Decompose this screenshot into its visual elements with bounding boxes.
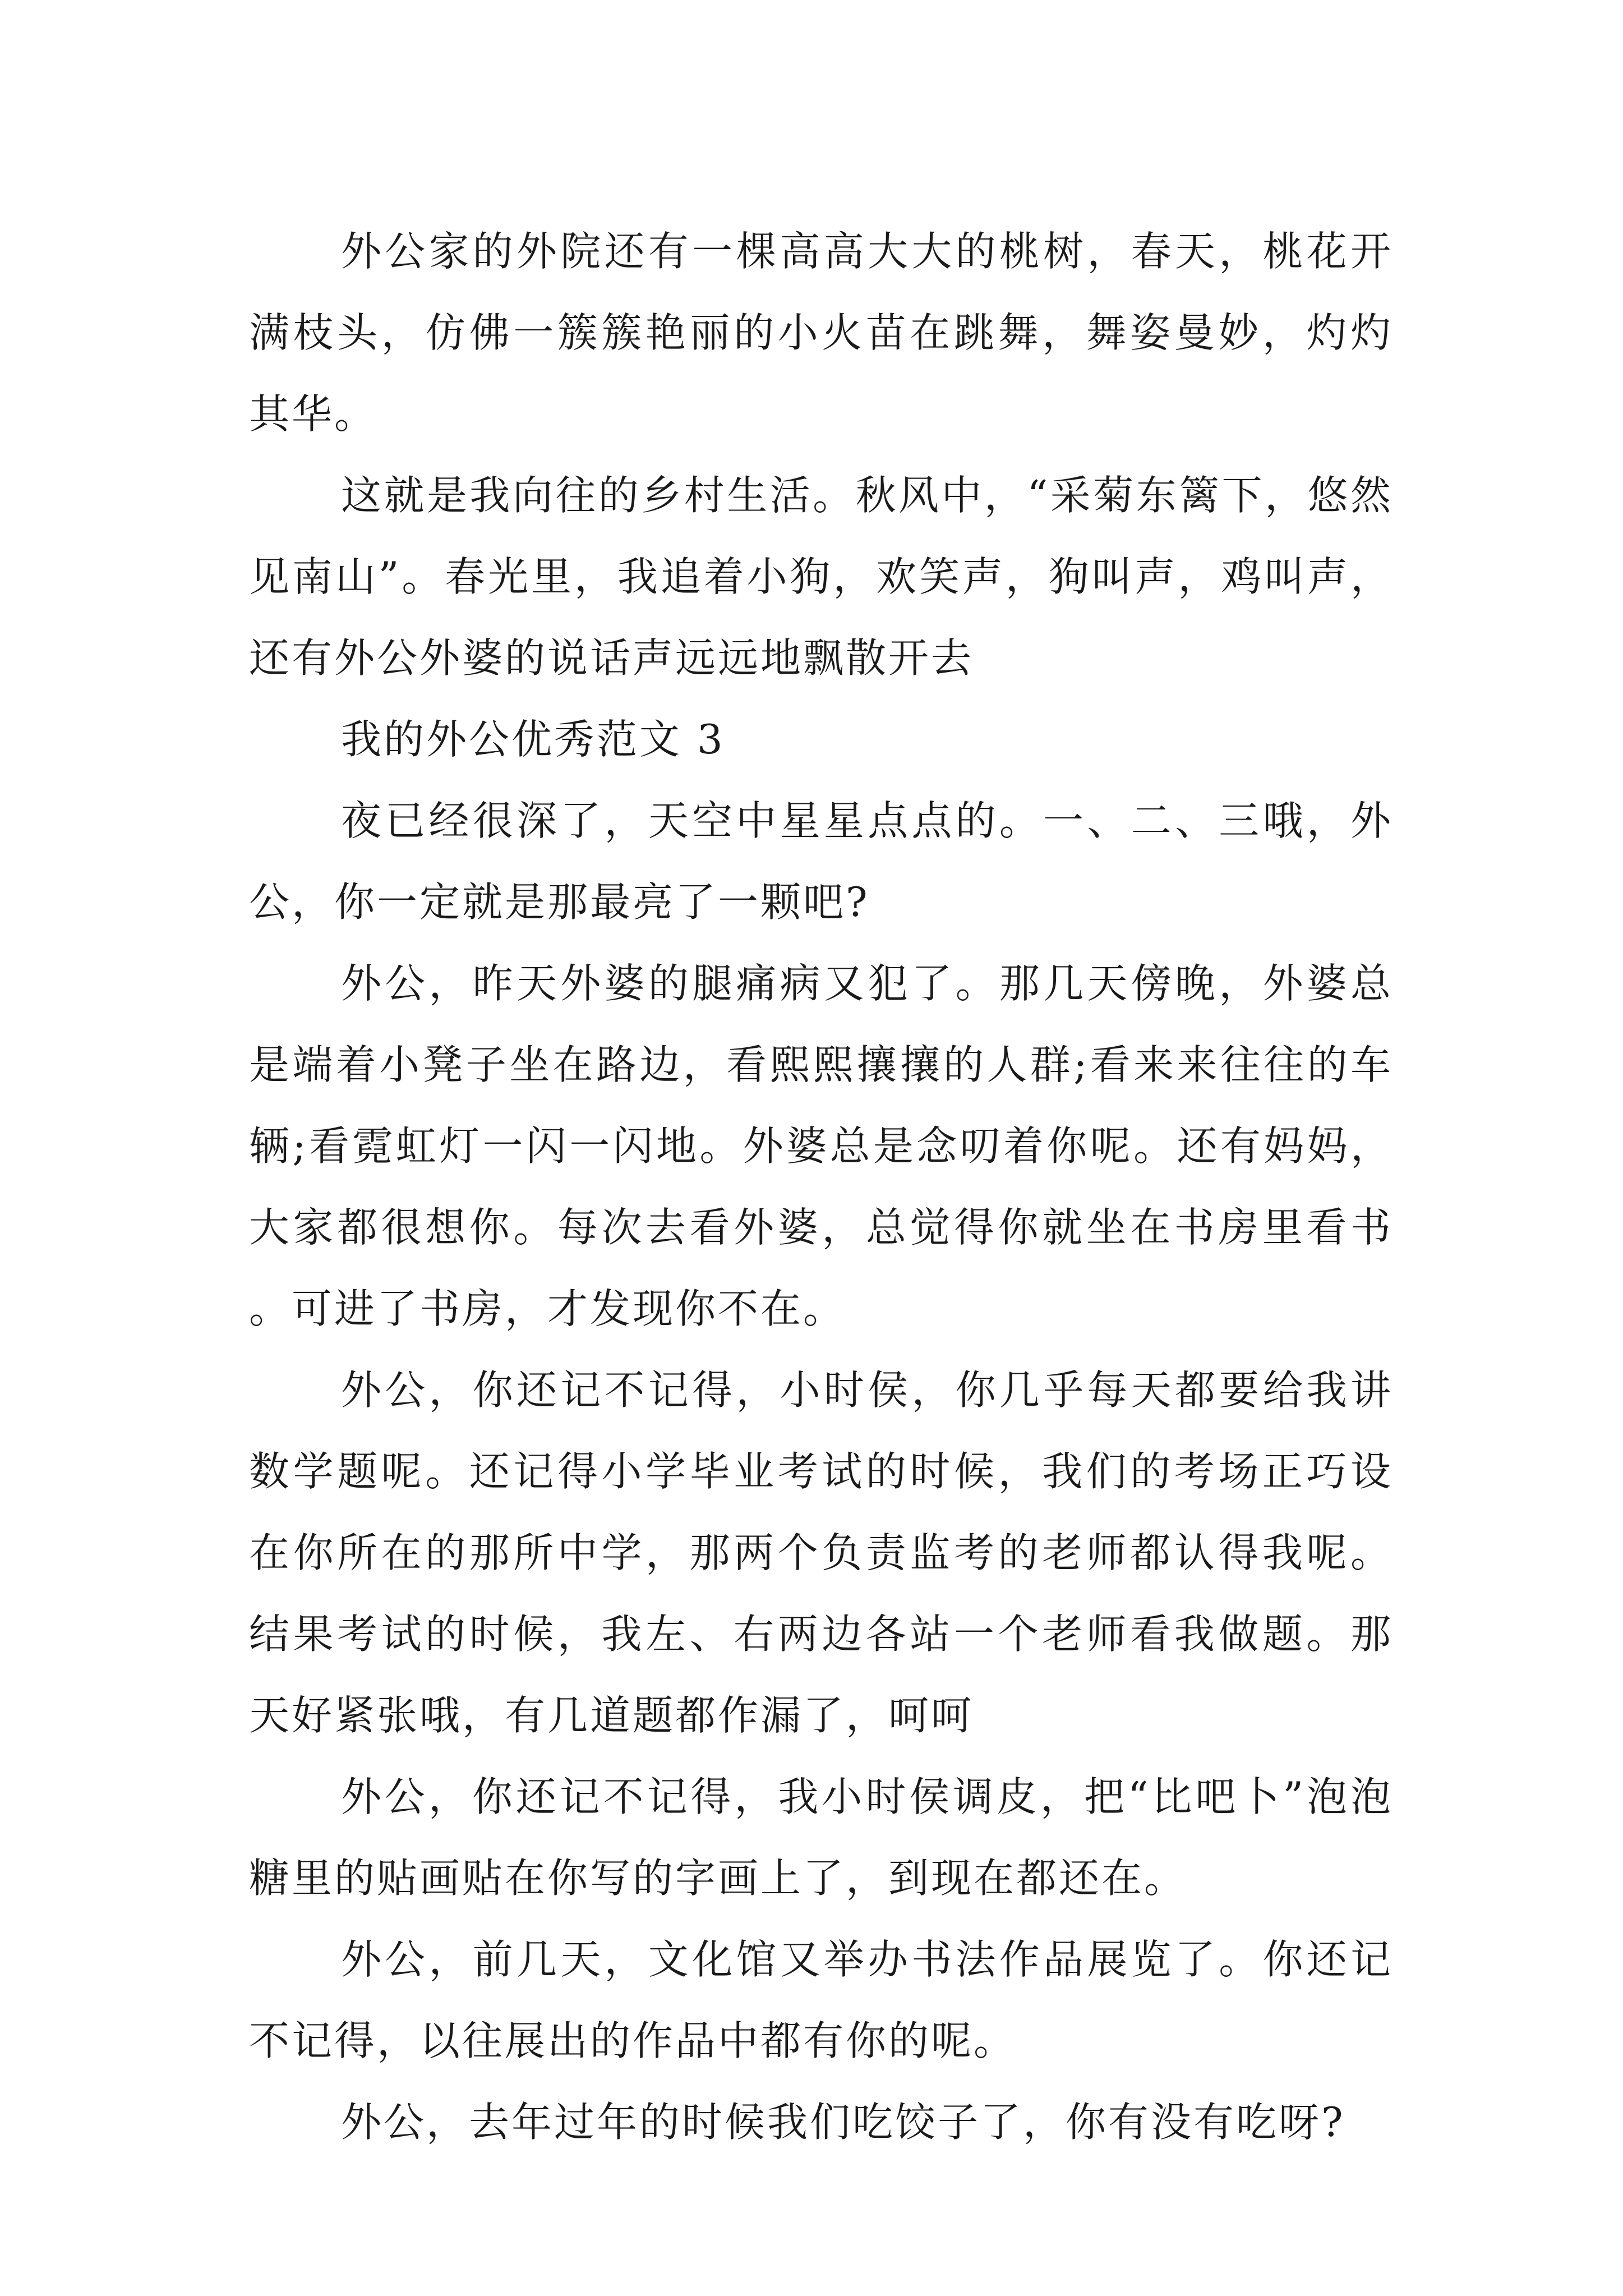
paragraph-grandmother: 外公，昨天外婆的腿痛病又犯了。那几天傍晚，外婆总是端着小凳子坐在路边，看熙熙攘攘的人群;看来来往往的车辆;看霓虹灯一闪一闪地。外婆总是念叨着你呢。还有妈妈，大家都很想你。每次去看外婆，总觉得你就坐在书房里看书。可进了书房，才发现你不在。 bbox=[249, 960, 1393, 1332]
document-body bbox=[249, 211, 1393, 2163]
paragraph-math-exam: 外公，你还记不记得，小时侯，你几乎每天都要给我讲数学题呢。还记得小学毕业考试的时候，我们的考场正巧设在你所在的那所中学，那两个负责监考的老师都认得我呢。结果考试的时候，我左、右两边各站一个老师看我做题。那天好紧张哦，有几道题都作漏了，呵呵 bbox=[249, 1366, 1393, 1739]
paragraph-peach-tree: 外公家的外院还有一棵高高大大的桃树，春天，桃花开满枝头，仿佛一簇簇艳丽的小火苗在跳舞，舞姿曼妙，灼灼其华。 bbox=[249, 228, 1393, 438]
paragraph-calligraphy: 外公，前几天，文化馆又举办书法作品展览了。你还记不记得，以往展出的作品中都有你的呢。 bbox=[249, 1936, 1393, 2064]
paragraph-night-stars: 夜已经很深了，天空中星星点点的。一、二、三哦，外公，你一定就是那最亮了一颗吧? bbox=[249, 797, 1393, 926]
paragraph-dumplings: 外公，去年过年的时候我们吃饺子了，你有没有吃呀? bbox=[341, 2099, 1345, 2146]
paragraph-stickers: 外公，你还记不记得，我小时侯调皮，把“比吧卜”泡泡糖里的贴画贴在你写的字画上了，到现在都还在。 bbox=[249, 1773, 1393, 1902]
paragraph-village-life: 这就是我向往的乡村生活。秋风中，“采菊东篱下，悠然见南山”。春光里，我追着小狗，欢笑声，狗叫声，鸡叫声，还有外公外婆的说话声远远地飘散开去 bbox=[249, 472, 1393, 682]
section-heading: 我的外公优秀范文 3 bbox=[341, 716, 725, 763]
